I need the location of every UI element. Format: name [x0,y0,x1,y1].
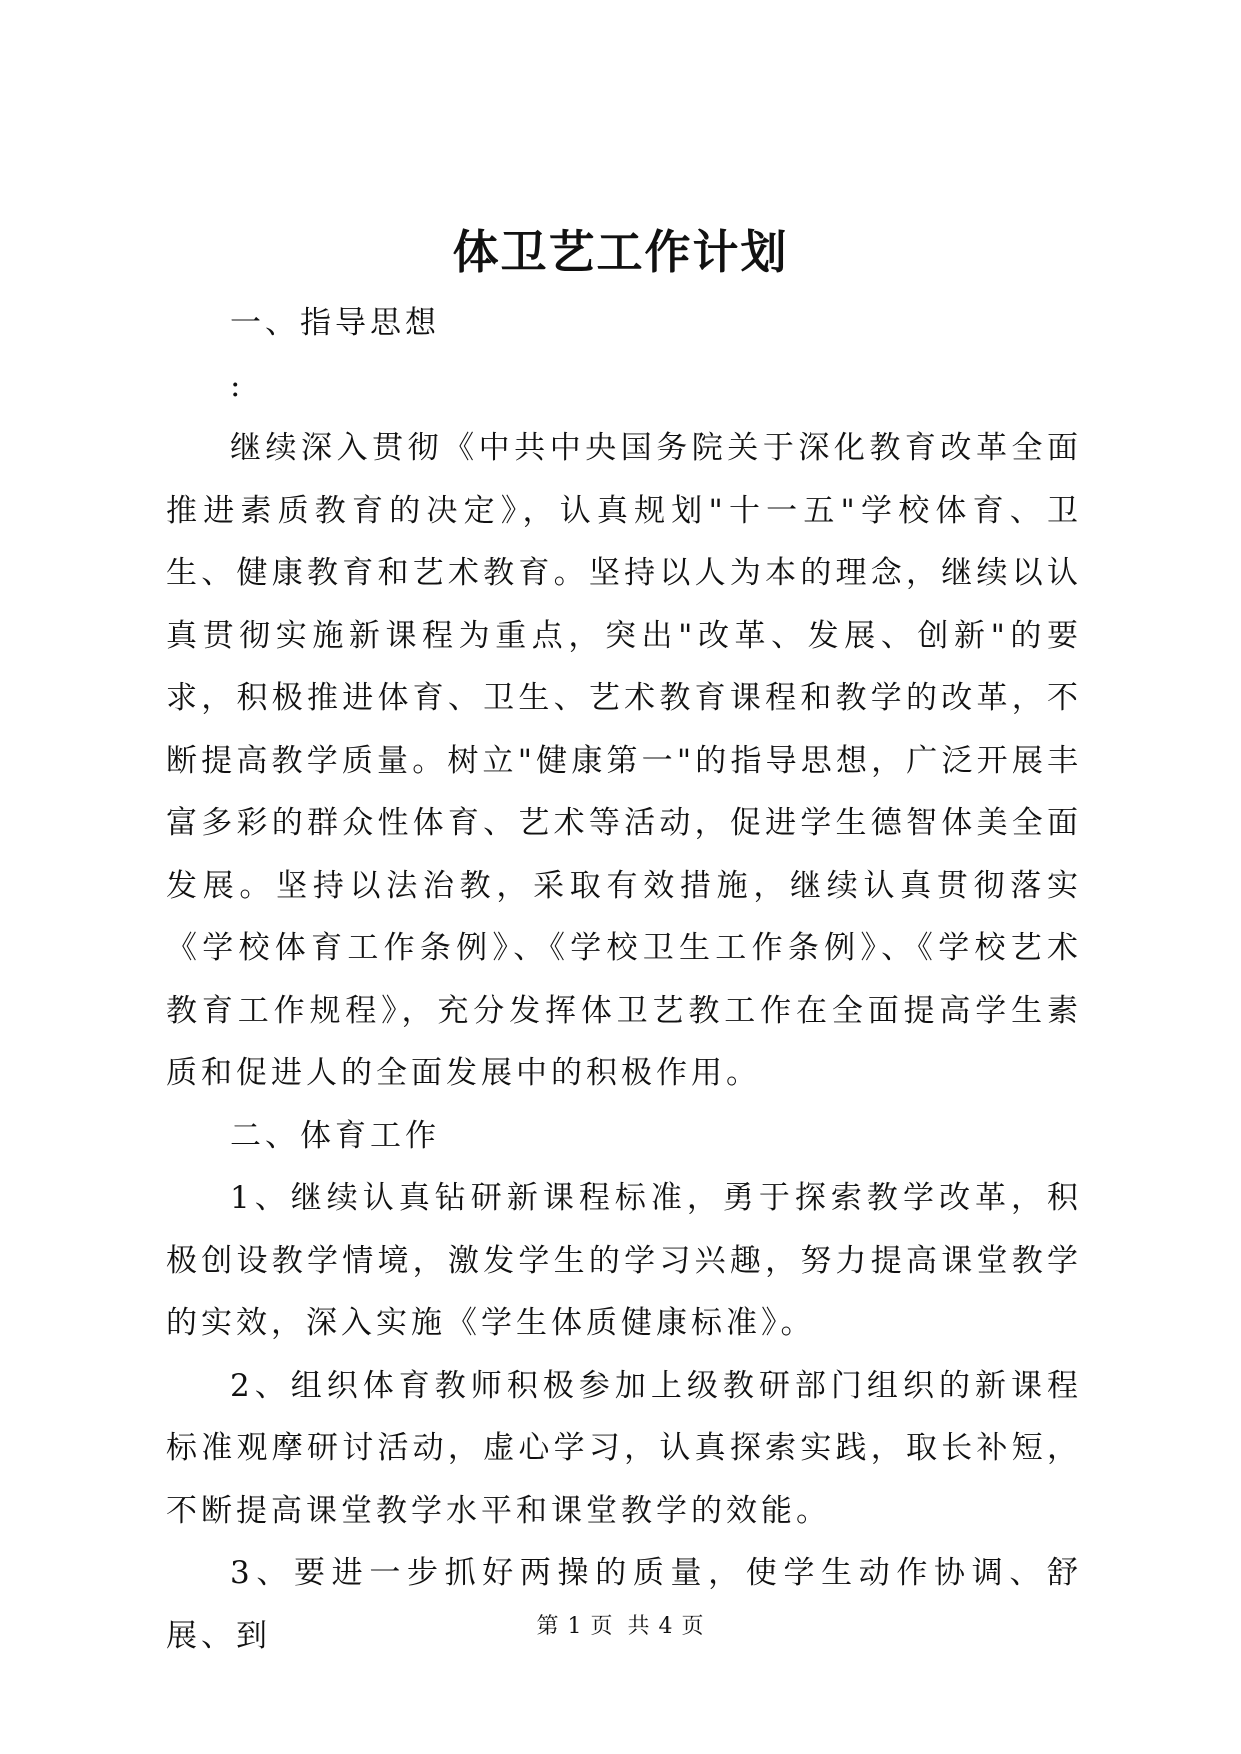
paragraph-item-2: 2、组织体育教师积极参加上级教研部门组织的新课程标准观摩研讨活动，虚心学习，认真探索实践，取长补短，不断提高课堂教学水平和课堂教学的效能。 [166,1367,1082,1529]
document-body [166,292,1082,1667]
page-total: 共 4 页 [627,1614,705,1639]
paragraph-item-1: 1、继续认真钻研新课程标准，勇于探索教学改革，积极创设教学情境，激发学生的学习兴趣，努力提高课堂教学的实效，深入实施《学生体质健康标准》。 [166,1180,1082,1341]
heading-guiding-ideology: 一、指导思想 [230,305,440,341]
paragraph-item-3: 3、要进一步抓好两操的质量，使学生动作协调、舒展、到 [166,1555,1082,1654]
document-title: 体卫艺工作计划 [452,225,789,279]
page-footer [0,1612,1241,1642]
paragraph-ideology-body: 继续深入贯彻《中共中央国务院关于深化教育改革全面推进素质教育的决定》，认真规划"十一五"学校体育、卫生、健康教育和艺术教育。坚持以人为本的理念，继续以认真贯彻实施新课程为重点，突出"改革、发展、创新"的要求，积极推进体育、卫生、艺术教育课程和教学的改革，不断提高教学质量。树立"健康第一"的指导思想，广泛开展丰富多彩的群众性体育、艺术等活动，促进学生德智体美全面发展。坚持以法治教，采取有效措施，继续认真贯彻落实《学校体育工作条例》、《学校卫生工作条例》、《学校艺术教育工作规程》，充分发挥体卫艺教工作在全面提高学生素质和促进人的全面发展中的积极作用。 [166,430,1082,1091]
heading-sports-work: 二、体育工作 [230,1117,440,1154]
colon-line: : [230,367,245,404]
page-number: 第 1 页 [536,1614,614,1639]
